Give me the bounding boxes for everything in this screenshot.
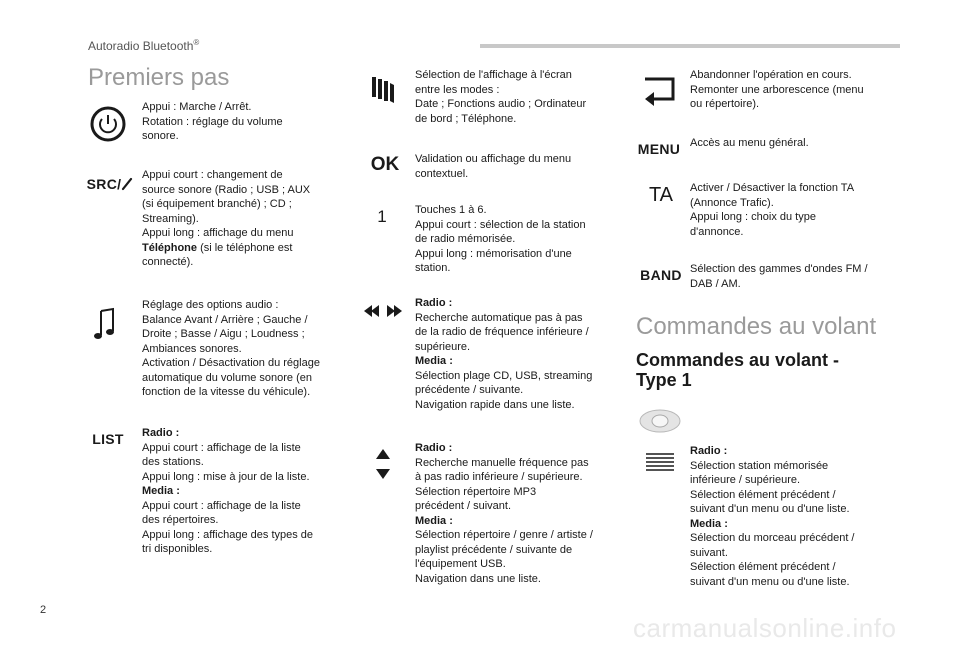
list-icon [88,430,128,448]
list-description: Radio : Appui court : affichage de la liste des stations. Appui long : mise à jour de la liste. Media : Appui court : affichage de la liste des répertoires. Appui long : affichage des types de tri disponibles. [142,427,314,555]
menu-description: Accès au menu général. [690,137,809,149]
menu-label: MENU [637,141,681,157]
return-arrow-icon [640,74,678,110]
src-label: SRC/ [86,176,122,192]
ta-icon [644,184,678,206]
src-description: Appui court : changement de source sonore (Radio ; USB ; AUX (si équipement branché) ; CD ; Streaming). Appui long : affichage du menu Téléphone (si le téléphone est connecté). [142,169,311,268]
src-phone-icon [86,174,134,194]
running-header [88,38,199,53]
header-title: Autoradio Bluetooth [88,39,194,53]
band-label: BAND [640,267,682,283]
page-number: 2 [40,604,47,616]
preset-1-icon [372,206,392,228]
list-label: LIST [92,431,124,447]
audio-settings-description: Réglage des options audio : Balance Avant / Arrière ; Gauche / Droite ; Basse / Aigu ; Loudness ; Ambiances sonores. Activation / Désactivation du réglage automatique du volume sonore (en fonction de la vitesse du véhicule). [142,299,320,398]
band-icon [638,266,684,284]
ta-label: TA [648,183,674,206]
presets-description: Touches 1 à 6. Appui court : sélection de la station de radio mémorisée. Appui long : mémorisation d'une station. [415,204,586,274]
ok-description: Validation ou affichage du menu contextuel. [415,153,572,180]
menu-icon [636,140,682,158]
section-title-commandes-au-volant: Commandes au volant [636,313,877,340]
seek-left-right-icon [362,302,404,320]
thumbwheel-description: Radio : Sélection station mémorisée inférieure / supérieure. Sélection élément précédent / suivant d'un menu ou d'une liste. Media : Sélection du morceau précédent / suivant. Sélection élément précédent / suivant d'un menu ou d'une liste. [690,445,855,588]
sub-title-type-1: Commandes au volant - Type 1 [636,350,840,390]
ta-description: Activer / Désactiver la fonction TA (Annonce Trafic). Appui long : choix du type d'annonce. [690,182,855,238]
power-icon [88,104,128,144]
thumbwheel-icon [643,450,677,474]
up-down-arrows-icon [372,446,394,482]
manual-seek-description: Radio : Recherche manuelle fréquence pas à pas radio inférieure / supérieure. Sélection répertoire MP3 précédent / suivant. Media : Sélection répertoire / genre / artiste / playlist précédente / suivante de l'équipement USB. Navigation dans une liste. [415,442,593,585]
preset-1-label: 1 [377,207,387,226]
watermark: carmanualsonline.info [633,613,897,643]
registered-mark: ® [193,38,200,47]
return-description: Abandonner l'opération en cours. Remonter une arborescence (menu ou répertoire). [690,69,864,110]
music-note-icon [92,306,118,342]
seek-description: Radio : Recherche automatique pas à pas de la radio de fréquence inférieure / supérieure. Media : Sélection plage CD, USB, streaming précédente / suivante. Navigation rapide dans une liste. [415,297,593,411]
header-rule [480,44,900,48]
steering-control-illustration [638,406,682,436]
power-description: Appui : Marche / Arrêt. Rotation : réglage du volume sonore. [142,101,283,142]
band-description: Sélection des gammes d'ondes FM / DAB / AM. [690,263,868,290]
screen-mode-description: Sélection de l'affichage à l'écran entre les modes : Date ; Fonctions audio ; Ordinateur de bord ; Téléphone. [415,69,587,125]
ok-label: OK [370,154,400,175]
screen-mode-icon [368,74,398,106]
section-title-premiers-pas: Premiers pas [88,64,230,91]
ok-icon [368,154,402,176]
